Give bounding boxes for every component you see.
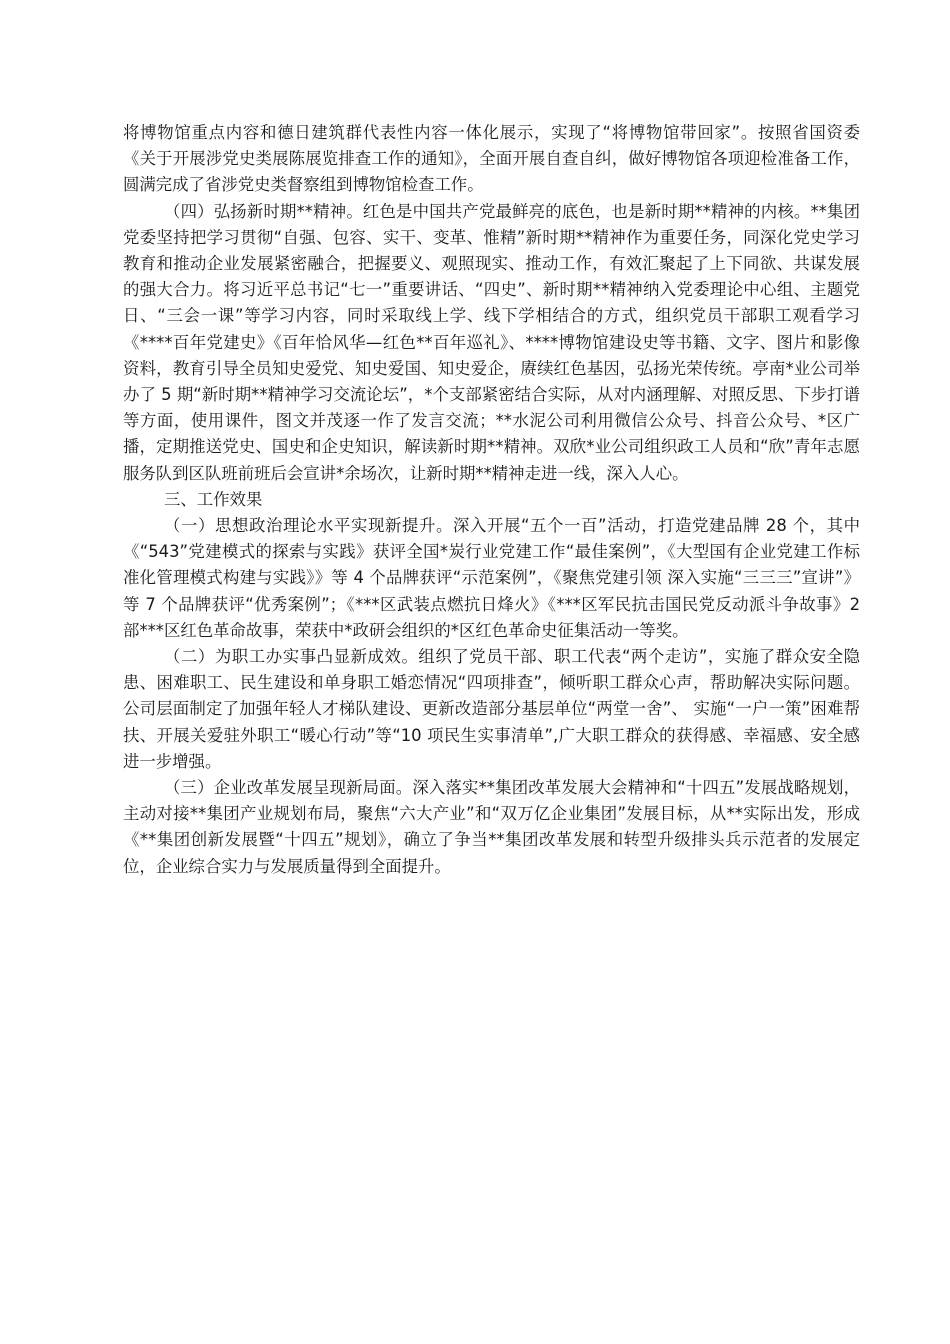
paragraph-political-theory: （一）思想政治理论水平实现新提升。深入开展“五个一百”活动，打造党建品牌 28 个，其中《“543”党建模式的探索与实践》获评全国*炭行业党建工作“最佳案例”，《大型国有企业党建工作标准化管理模式构建与实践》》等 4 个品牌获评“示范案例”，《聚焦党建引领 深入实施“三三三”宣讲”》等 7 个品牌获评“优秀案例”；《***区武装点燃抗日烽火》《***区军民抗击国民党反动派斗争故事》2 部***区红色革命故事，荣获中*政研会组织的*区红色革命史征集活动一等奖。 xyxy=(123,516,860,640)
paragraph-museum-exhibition: 将博物馆重点内容和德日建筑群代表性内容一体化展示，实现了“将博物馆带回家”。按照省国资委《关于开展涉党史类展陈展览排查工作的通知》，全面开展自查自纠，做好博物馆各项迎检准备工作，圆满完成了省涉党史类督察组到博物馆检查工作。 xyxy=(123,123,860,195)
paragraph-reform-development: （三）企业改革发展呈现新局面。深入落实**集团改革发展大会精神和“十四五”发展战略规划，主动对接**集团产业规划布局，聚焦“六大产业”和“双万亿企业集团”发展目标，从**实际出发，形成《**集团创新发展暨“十四五”规划》，确立了争当**集团改革发展和转型升级排头兵示范者的发展定位，企业综合实力与发展质量得到全面提升。 xyxy=(123,778,860,876)
document-body xyxy=(123,120,860,880)
section-heading-work-results: 三、工作效果 xyxy=(164,489,263,509)
paragraph-practical-matters: （二）为职工办实事凸显新成效。组织了党员干部、职工代表“两个走访”，实施了群众安全隐患、困难职工、民生建设和单身职工婚恋情况“四项排查”，倾听职工群众心声，帮助解决实际问题。公司层面制定了加强年轻人才梯队建设、更新改造部分基层单位“两堂一舍”、 实施“一户一策”困难帮扶、开展关爱驻外职工“暖心行动”等“10 项民生实事清单”,广大职工群众的获得感、幸福感、安全感进一步增强。 xyxy=(123,647,860,771)
paragraph-new-era-spirit: （四）弘扬新时期**精神。红色是中国共产党最鲜亮的底色，也是新时期**精神的内核。**集团党委坚持把学习贯彻“自强、包容、实干、变革、惟精”新时期**精神作为重要任务，同深化党史学习教育和推动企业发展紧密融合，把握要义、观照现实、推动工作，有效汇聚起了上下同欲、共谋发展的强大合力。将习近平总书记“七一”重要讲话、“四史”、新时期**精神纳入党委理论中心组、主题党日、“三会一课”等学习内容，同时采取线上学、线下学相结合的方式，组织党员干部职工观看学习《****百年党建史》《百年恰风华—红色**百年巡礼》、****博物馆建设史等书籍、文字、图片和影像资料，教育引导全员知史爱党、知史爱国、知史爱企，赓续红色基因，弘扬光荣传统。亭南*业公司举办了 5 期“新时期**精神学习交流论坛”，*个支部紧密结合实际，从对内涵理解、对照反思、下步打谱等方面，使用课件，图文并茂逐一作了发言交流；**水泥公司利用微信公众号、抖音公众号、*区广播，定期推送党史、国史和企史知识，解读新时期**精神。双欣*业公司组织政工人员和“欣”青年志愿服务队到区队班前班后会宣讲*余场次，让新时期**精神走进一线，深入人心。 xyxy=(123,201,860,483)
